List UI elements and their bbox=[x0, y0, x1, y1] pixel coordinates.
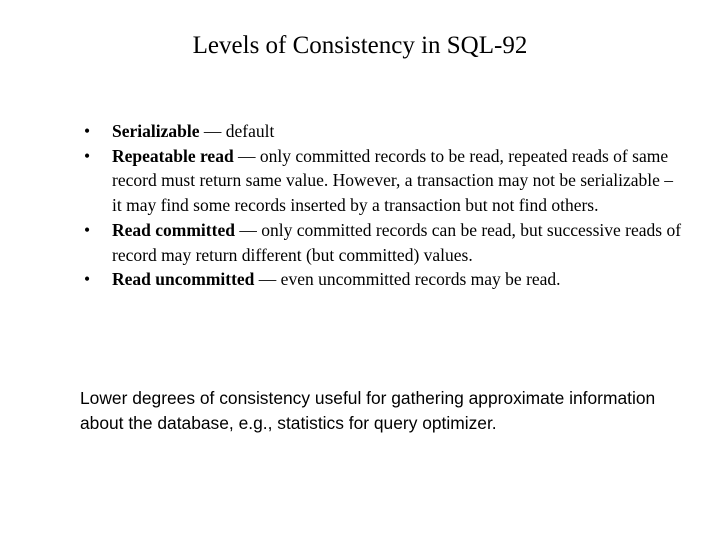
bullet-dot: • bbox=[84, 269, 91, 290]
bullet-text: — default bbox=[199, 121, 275, 141]
bullet-term: Serializable bbox=[112, 121, 200, 141]
footnote-text: Lower degrees of consistency useful for gathering approximate information about the database, e.g., statistics for query optimizer. bbox=[80, 388, 656, 433]
bullet-term: Read uncommitted bbox=[112, 269, 255, 290]
bullet-item-read-committed bbox=[84, 218, 684, 267]
bullet-dot: • bbox=[84, 219, 91, 240]
bullet-term: Read committed bbox=[112, 219, 235, 240]
bullet-item-repeatable-read bbox=[84, 144, 684, 218]
bullet-item-read-uncommitted bbox=[84, 267, 684, 292]
bullet-item-serializable bbox=[84, 119, 684, 144]
bullet-text: — only committed records to be read, repeated reads of same record must return same value. However, a transaction may not be serializable – it may find some records inserted by a transaction but not find others. bbox=[112, 145, 674, 216]
bullet-dot: • bbox=[84, 145, 91, 166]
bullet-text: — only committed records can be read, but successive reads of record may return different (but committed) values. bbox=[112, 219, 682, 265]
bullet-list bbox=[84, 119, 684, 292]
slide-title: Levels of Consistency in SQL-92 bbox=[192, 32, 528, 59]
bullet-term: Repeatable read bbox=[112, 145, 234, 166]
bullet-text: — even uncommitted records may be read. bbox=[254, 269, 561, 290]
bullet-dot: • bbox=[84, 121, 91, 141]
